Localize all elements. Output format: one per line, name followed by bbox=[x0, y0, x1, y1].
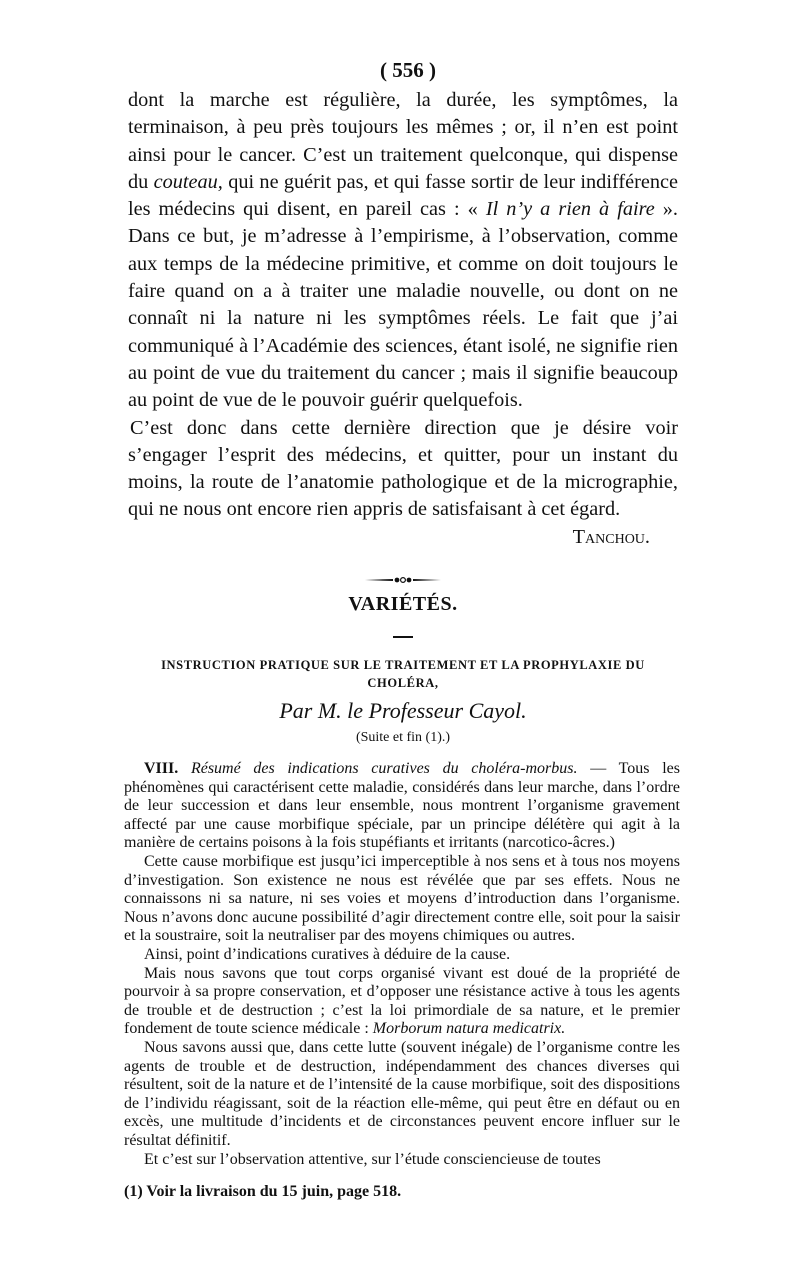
text-run: qui ne guérit pas, et qui fasse sortir de leur indifférence les médecins qui disent, en pareil cas : « bbox=[128, 170, 678, 221]
page bbox=[124, 55, 680, 1201]
text-run: Mais nous savons que tout corps organisé vivant est doué de la propriété de pourvoir à sa propre conservation, et d’opposer une résistance active à tous les agents de trouble et de destruction ; c’est la loi primordiale de sa nature, et le premier fondement de toute science médicale : bbox=[124, 964, 680, 1038]
page-number: ( 556 ) bbox=[380, 58, 436, 82]
article-paragraph: Ainsi, point d’indications curatives à déduire de la cause. bbox=[144, 945, 511, 963]
article-paragraph bbox=[128, 415, 678, 524]
section-title: VARIÉTÉS. bbox=[348, 593, 458, 616]
article-paragraph bbox=[124, 760, 680, 853]
author-signature: Tanchou. bbox=[572, 525, 650, 548]
footnote: (1) Voir la livraison du 15 juin, page 518. bbox=[124, 1183, 402, 1201]
article-paragraph bbox=[124, 965, 680, 1039]
text-run: C’est donc dans cette dernière direction que je désire voir s’engager l’esprit des médecins, et quitter, pour un instant du moins, la route de l’anatomie pathologique et de la micrographie, qui ne nous ont encore rien appris de satisfaisant à cet égard. bbox=[128, 416, 678, 521]
text-run: dont la marche est régulière, la durée, les symptômes, la terminaison, à peu près toujours les mêmes ; or, il n’en est point ainsi pour le cancer. C’est un traitement quelconque, qui dispense du bbox=[128, 89, 678, 193]
article-paragraph: Nous savons aussi que, dans cette lutte (souvent inégale) de l’organisme contre les agents de trouble et de destruction, indépendamment des chances diverses qui résultent, soit de la nature et de l’intensité de la cause morbifique, soit des dispositions de l’individu réagissant, soit de la réaction elle-même, qui peut être en défaut ou en excès, une multitude d’incidents et de circonstances peuvent encore influer sur le résultat définitif. bbox=[124, 1038, 680, 1149]
section-number: VIII. bbox=[144, 760, 179, 778]
italic-word: couteau, bbox=[153, 170, 223, 193]
article-title: INSTRUCTION PRATIQUE SUR LE TRAITEMENT ET LA PROPHYLAXIE DU CHOLÉRA, bbox=[161, 658, 645, 691]
article-tanchou bbox=[128, 87, 678, 551]
continuation-note: (Suite et fin (1).) bbox=[355, 730, 451, 746]
signature-line bbox=[128, 524, 678, 551]
quoted-phrase: Il n’y a rien à faire bbox=[485, 198, 655, 221]
ornament-icon bbox=[363, 574, 443, 586]
latin-maxim: Morborum natura medicatrix. bbox=[372, 1020, 566, 1038]
article-cayol bbox=[124, 760, 680, 1169]
text-run: — Tous les phénomènes qui caractérisent cette maladie, considérés dans leur marche, dans l’ordre de leur succession et dans leur ensemble, nous montrent l’organisme gravement affecté par une cause morbifique spéciale, par un principe délétère qui agit à la manière de certains poisons à la fois stupéfiants et irritants (narcotico-âcres.) bbox=[124, 760, 680, 852]
article-paragraph bbox=[128, 87, 678, 415]
ornament-divider bbox=[128, 573, 678, 589]
article-paragraph: Cette cause morbifique est jusqu’ici imperceptible à nos sens et à tous nos moyens d’investigation. Son existence ne nous est révélée que par ses effets. Nous ne connaissons ni sa nature, ni ses voies et moyens d’introduction dans l’organisme. Nous n’avons donc aucune possibilité d’agir directement contre elle, soit pour la saisir et la soustraire, soit la neutraliser par des moyens chimiques ou autres. bbox=[124, 853, 680, 945]
text-run: ». Dans ce but, je m’adresse à l’empirisme, à l’observation, comme aux temps de la médecine primitive, et comme on doit toujours le faire quand on a à traiter une maladie nouvelle, ou dont on ne connaît ni la nature ni les symptômes réels. Le fait que j’ai communiqué à l’Académie des sciences, étant isolé, ne signifie rien au point de vue du traitement du cancer ; mais il signifie beaucoup au point de vue de le pouvoir guérir quelquefois. bbox=[128, 198, 679, 412]
article-paragraph: Et c’est sur l’observation attentive, sur l’étude consciencieuse de toutes bbox=[144, 1150, 601, 1168]
short-rule bbox=[393, 636, 413, 638]
section-heading: Résumé des indications curatives du choléra-morbus. bbox=[190, 760, 578, 778]
byline: Par M. le Professeur Cayol. bbox=[279, 698, 527, 724]
